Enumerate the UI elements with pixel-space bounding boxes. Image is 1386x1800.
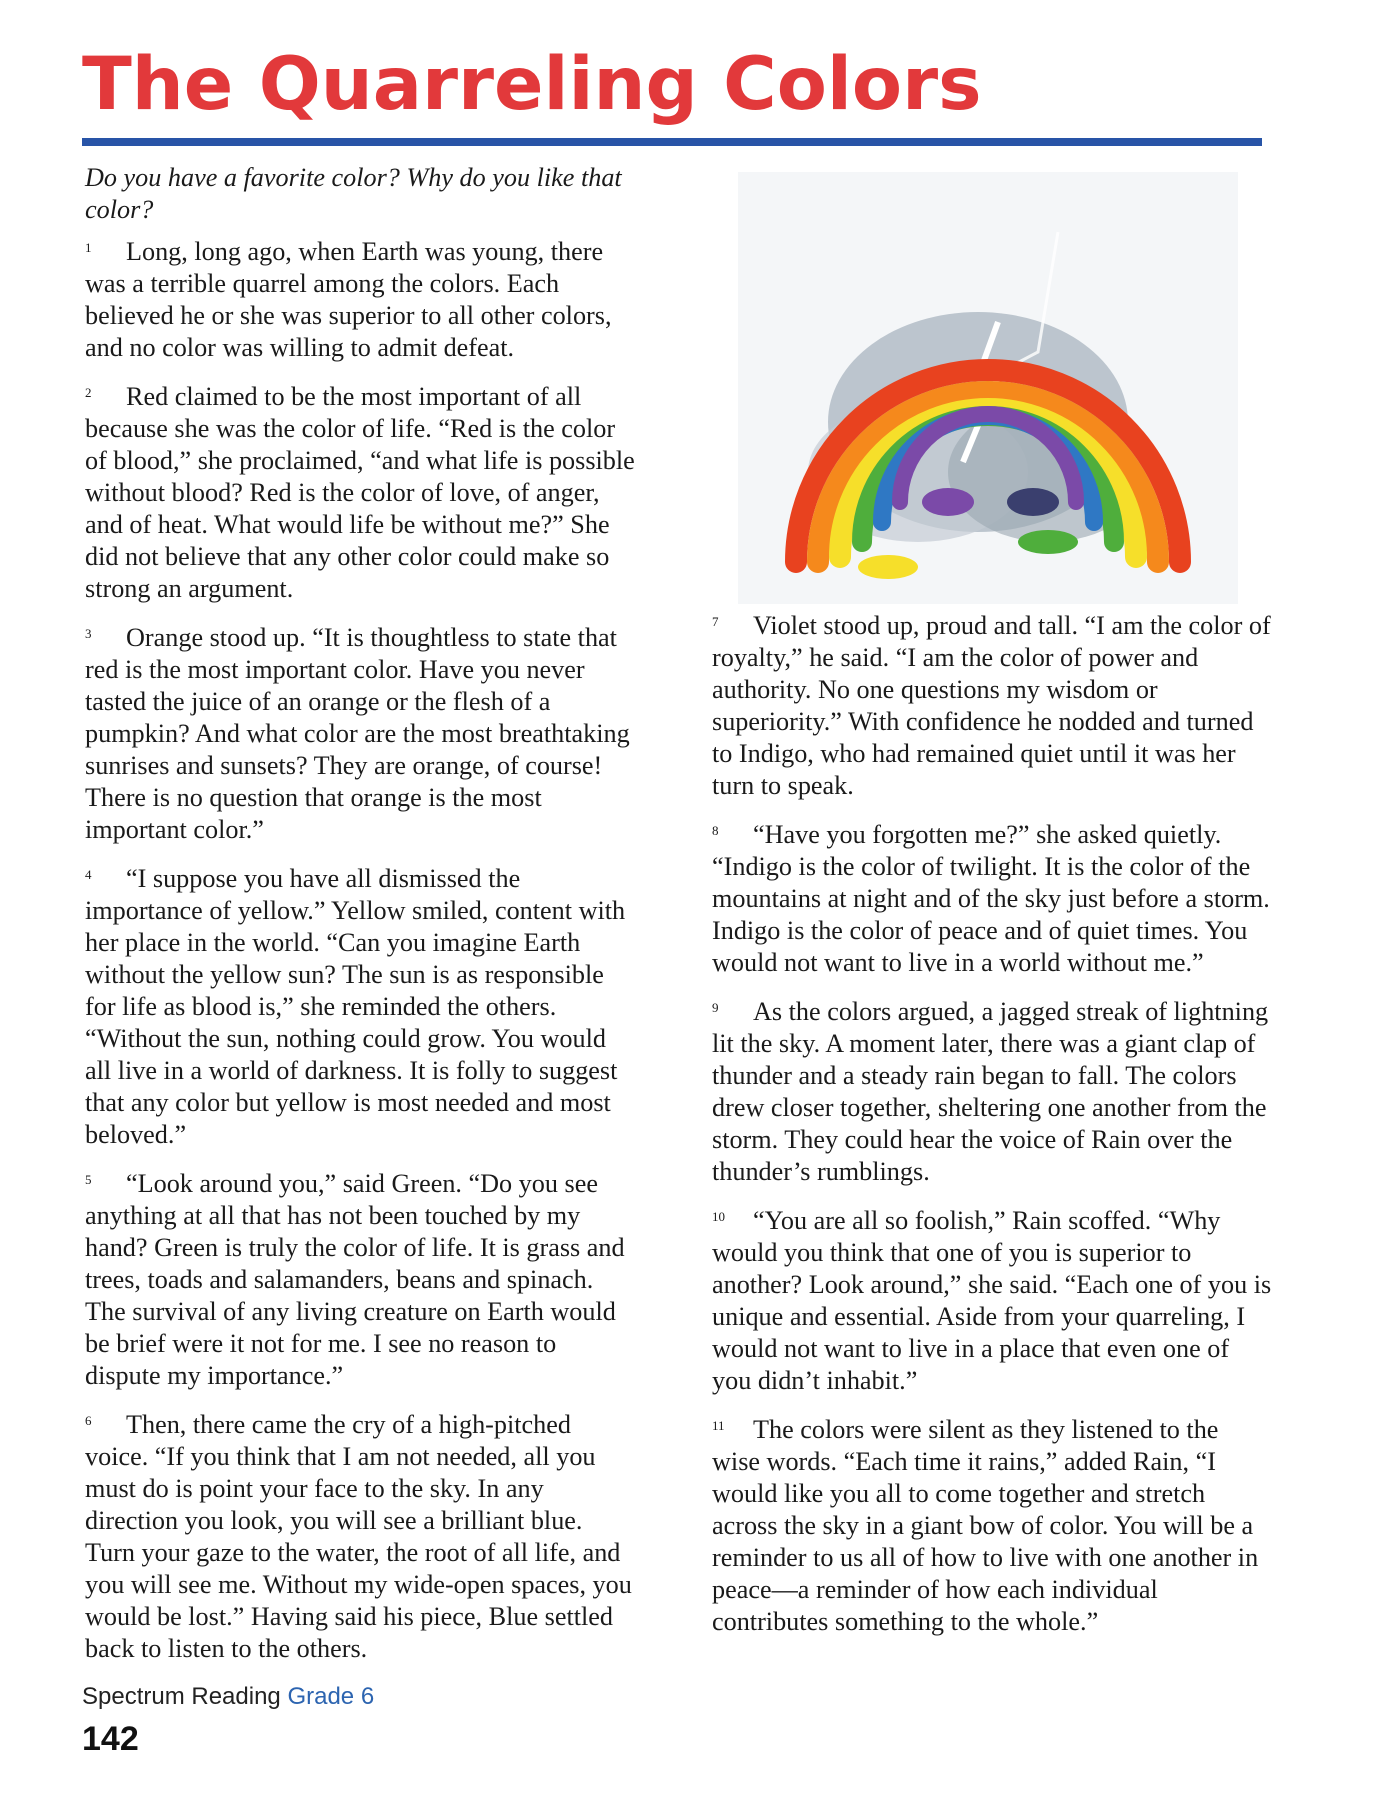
indigo-hand	[1007, 488, 1059, 516]
paragraph-text: Violet stood up, proud and tall. “I am the color of royalty,” he said. “I am the color of power and authority. No one questions my wisdom or superiority.” With confidence he nodded and turned to Indigo, who had remained quiet until it was her turn to speak.	[712, 611, 1271, 800]
paragraph-text: “You are all so foolish,” Rain scoffed. “Why would you think that one of you is superior to another? Look around,” she said. “Each one of you is unique and essential. Aside from your quarreling, I would not want to live in a place that even one of you didn’t inhabit.”	[712, 1206, 1272, 1395]
violet-hand	[922, 488, 974, 516]
paragraph-number: 7	[712, 614, 719, 629]
paragraph-number: 11	[712, 1418, 725, 1433]
series-name: Spectrum Reading	[82, 1683, 281, 1710]
paragraph-4	[85, 863, 635, 1151]
grade-label: Grade 6	[287, 1683, 375, 1710]
paragraph-number: 6	[85, 1413, 92, 1428]
intro-question: Do you have a favorite color? Why do you like that color?	[85, 163, 622, 224]
paragraph-9	[712, 996, 1272, 1188]
paragraph-11	[712, 1414, 1272, 1638]
paragraph-text: As the colors argued, a jagged streak of lightning lit the sky. A moment later, there was a giant clap of thunder and a steady rain began to fall. The colors drew closer together, sheltering one another from the storm. They could hear the voice of Rain over the thunder’s rumblings.	[712, 997, 1269, 1186]
paragraph-number: 10	[712, 1209, 725, 1224]
paragraph-text: “Have you forgotten me?” she asked quietly. “Indigo is the color of twilight. It is the color of the mountains at night and of the sky just before a storm. Indigo is the color of peace and of quiet times. You would not want to live in a world without me.”	[712, 820, 1270, 977]
paragraph-text: “Look around you,” said Green. “Do you see anything at all that has not been touched by my hand? Green is truly the color of life. It is grass and trees, toads and salamanders, beans and spinach. The survival of any living creature on Earth would be brief were it not for me. I see no reason to dispute my importance.”	[85, 1169, 625, 1390]
paragraph-3	[85, 622, 635, 846]
paragraph-5	[85, 1168, 635, 1392]
paragraph-text: Then, there came the cry of a high-pitched voice. “If you think that I am not needed, all you must do is point your face to the sky. In any direction you look, you will see a brilliant blue. Turn your gaze to the water, the root of all life, and you will see me. Without my wide-open spaces, you would be lost.” Having said his piece, Blue settled back to listen to the others.	[85, 1410, 632, 1663]
paragraph-10	[712, 1205, 1272, 1397]
paragraph-text: “I suppose you have all dismissed the importance of yellow.” Yellow smiled, content with her place in the world. “Can you imagine Earth without the yellow sun? The sun is as responsible for life as blood is,” she reminded the others. “Without the sun, nothing could grow. You would all live in a world of darkness. It is folly to suggest that any color but yellow is most needed and most beloved.”	[85, 864, 626, 1149]
page-number: 142	[82, 1720, 139, 1758]
paragraph-number: 4	[85, 867, 92, 882]
paragraph-number: 9	[712, 1000, 719, 1015]
paragraph-text: Orange stood up. “It is thoughtless to state that red is the most important color. Have you never tasted the juice of an orange or the flesh of a pumpkin? And what color are the most breathtaking sunrises and sunsets? They are orange, of course! There is no question that orange is the most important color.”	[85, 623, 630, 844]
paragraph-number: 2	[85, 385, 92, 400]
green-hand	[1018, 530, 1078, 554]
page-title: The Quarreling Colors	[82, 42, 982, 127]
left-column	[85, 162, 635, 1682]
footer-series	[82, 1683, 374, 1711]
paragraph-text: The colors were silent as they listened to the wise words. “Each time it rains,” added Rain, “I would like you all to come together and stretch across the sky in a giant bow of color. You will be a reminder to us all of how to live with one another in peace—a reminder of how each individual contributes something to the whole.”	[712, 1415, 1259, 1636]
paragraph-number: 1	[85, 240, 92, 255]
yellow-hand	[858, 555, 918, 579]
right-column	[712, 610, 1272, 1655]
rainbow-illustration	[738, 172, 1238, 604]
paragraph-number: 5	[85, 1172, 92, 1187]
paragraph-7	[712, 610, 1272, 802]
paragraph-2	[85, 381, 635, 605]
paragraph-number: 8	[712, 823, 719, 838]
paragraph-text: Long, long ago, when Earth was young, there was a terrible quarrel among the colors. Each believed he or she was superior to all other colors, and no color was willing to admit defeat.	[85, 237, 612, 362]
title-divider	[82, 138, 1262, 146]
paragraph-6	[85, 1409, 635, 1665]
paragraph-number: 3	[85, 626, 92, 641]
paragraph-1	[85, 236, 635, 364]
paragraph-text: Red claimed to be the most important of all because she was the color of life. “Red is the color of blood,” she proclaimed, “and what life is possible without blood? Red is the color of love, of anger, and of heat. What would life be without me?” She did not believe that any other color could make so strong an argument.	[85, 382, 635, 603]
paragraph-8	[712, 819, 1272, 979]
